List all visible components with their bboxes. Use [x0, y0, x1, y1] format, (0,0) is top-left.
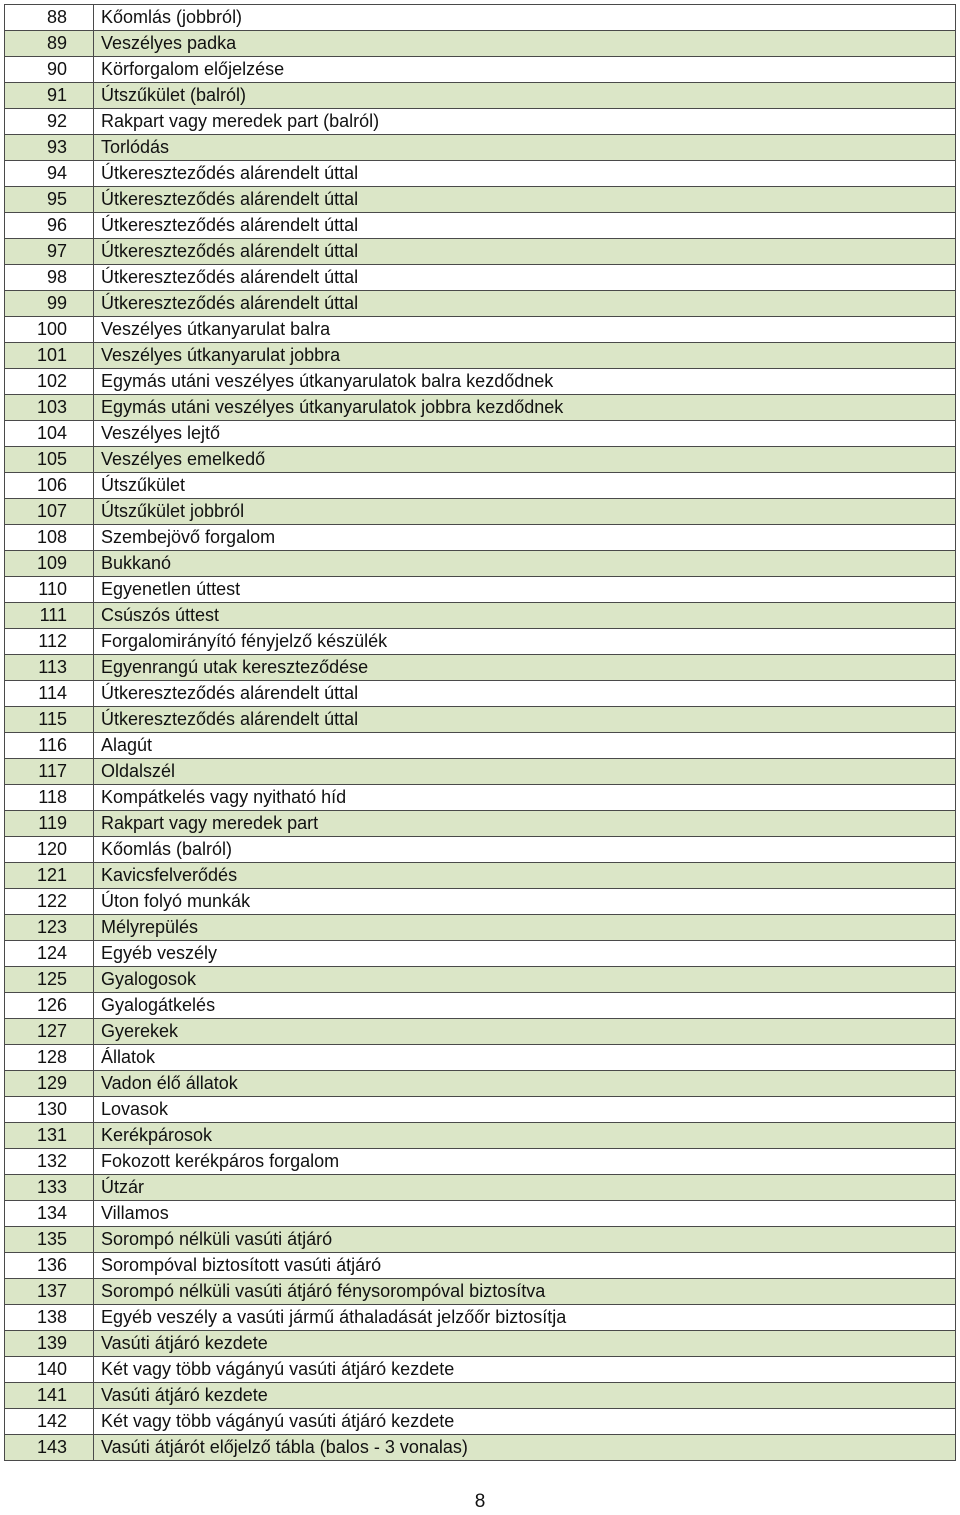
row-number-cell: 93 — [5, 135, 94, 161]
sign-name-cell: Csúszós úttest — [94, 603, 956, 629]
row-number-cell: 120 — [5, 837, 94, 863]
sign-name-cell: Bukkanó — [94, 551, 956, 577]
row-number-cell: 143 — [5, 1435, 94, 1461]
table-row — [5, 1149, 956, 1175]
row-number-cell: 114 — [5, 681, 94, 707]
sign-name-cell: Szembejövő forgalom — [94, 525, 956, 551]
row-number-cell: 113 — [5, 655, 94, 681]
row-number-cell: 139 — [5, 1331, 94, 1357]
table-row — [5, 1071, 956, 1097]
table-row — [5, 369, 956, 395]
row-number-cell: 138 — [5, 1305, 94, 1331]
sign-name-cell: Gyerekek — [94, 1019, 956, 1045]
row-number-cell: 109 — [5, 551, 94, 577]
table-row — [5, 603, 956, 629]
table-row — [5, 109, 956, 135]
row-number-cell: 89 — [5, 31, 94, 57]
row-number-cell: 118 — [5, 785, 94, 811]
row-number-cell: 130 — [5, 1097, 94, 1123]
sign-name-cell: Alagút — [94, 733, 956, 759]
sign-name-cell: Kavicsfelverődés — [94, 863, 956, 889]
sign-name-cell: Torlódás — [94, 135, 956, 161]
sign-name-cell: Vasúti átjáró kezdete — [94, 1383, 956, 1409]
row-number-cell: 111 — [5, 603, 94, 629]
row-number-cell: 116 — [5, 733, 94, 759]
sign-name-cell: Útkereszteződés alárendelt úttal — [94, 187, 956, 213]
table-row — [5, 1409, 956, 1435]
sign-name-cell: Egyenetlen úttest — [94, 577, 956, 603]
row-number-cell: 101 — [5, 343, 94, 369]
table-row — [5, 1253, 956, 1279]
table-row — [5, 161, 956, 187]
row-number-cell: 103 — [5, 395, 94, 421]
sign-name-cell: Útkereszteződés alárendelt úttal — [94, 161, 956, 187]
table-row — [5, 707, 956, 733]
table-row — [5, 681, 956, 707]
table-row — [5, 1227, 956, 1253]
sign-name-cell: Vasúti átjárót előjelző tábla (balos - 3 vonalas) — [94, 1435, 956, 1461]
table-row — [5, 1045, 956, 1071]
table-row — [5, 1279, 956, 1305]
row-number-cell: 112 — [5, 629, 94, 655]
table-row — [5, 941, 956, 967]
row-number-cell: 121 — [5, 863, 94, 889]
table-row — [5, 733, 956, 759]
table-row — [5, 1357, 956, 1383]
table-row — [5, 291, 956, 317]
row-number-cell: 131 — [5, 1123, 94, 1149]
table-row — [5, 213, 956, 239]
row-number-cell: 129 — [5, 1071, 94, 1097]
sign-name-cell: Veszélyes padka — [94, 31, 956, 57]
table-row — [5, 1123, 956, 1149]
sign-name-cell: Mélyrepülés — [94, 915, 956, 941]
table-row — [5, 785, 956, 811]
sign-name-cell: Forgalomirányító fényjelző készülék — [94, 629, 956, 655]
table-row — [5, 447, 956, 473]
row-number-cell: 107 — [5, 499, 94, 525]
table-row — [5, 1435, 956, 1461]
table-row — [5, 863, 956, 889]
row-number-cell: 92 — [5, 109, 94, 135]
table-row — [5, 1305, 956, 1331]
row-number-cell: 136 — [5, 1253, 94, 1279]
row-number-cell: 126 — [5, 993, 94, 1019]
sign-name-cell: Lovasok — [94, 1097, 956, 1123]
table-row — [5, 759, 956, 785]
row-number-cell: 108 — [5, 525, 94, 551]
table-row — [5, 395, 956, 421]
row-number-cell: 127 — [5, 1019, 94, 1045]
row-number-cell: 141 — [5, 1383, 94, 1409]
row-number-cell: 106 — [5, 473, 94, 499]
sign-name-cell: Két vagy több vágányú vasúti átjáró kezdete — [94, 1357, 956, 1383]
row-number-cell: 137 — [5, 1279, 94, 1305]
sign-name-cell: Két vagy több vágányú vasúti átjáró kezdete — [94, 1409, 956, 1435]
sign-name-cell: Veszélyes útkanyarulat balra — [94, 317, 956, 343]
row-number-cell: 110 — [5, 577, 94, 603]
row-number-cell: 102 — [5, 369, 94, 395]
row-number-cell: 128 — [5, 1045, 94, 1071]
table-row — [5, 57, 956, 83]
table-row — [5, 421, 956, 447]
sign-name-cell: Villamos — [94, 1201, 956, 1227]
table-row — [5, 343, 956, 369]
sign-name-cell: Vadon élő állatok — [94, 1071, 956, 1097]
row-number-cell: 142 — [5, 1409, 94, 1435]
row-number-cell: 104 — [5, 421, 94, 447]
table-row — [5, 473, 956, 499]
sign-name-cell: Veszélyes útkanyarulat jobbra — [94, 343, 956, 369]
table-row — [5, 317, 956, 343]
table-row — [5, 83, 956, 109]
row-number-cell: 135 — [5, 1227, 94, 1253]
sign-name-cell: Oldalszél — [94, 759, 956, 785]
sign-name-cell: Veszélyes lejtő — [94, 421, 956, 447]
row-number-cell: 94 — [5, 161, 94, 187]
table-row — [5, 1175, 956, 1201]
table-row — [5, 135, 956, 161]
sign-name-cell: Egymás utáni veszélyes útkanyarulatok balra kezdődnek — [94, 369, 956, 395]
row-number-cell: 90 — [5, 57, 94, 83]
table-row — [5, 1331, 956, 1357]
sign-name-cell: Útkereszteződés alárendelt úttal — [94, 265, 956, 291]
row-number-cell: 125 — [5, 967, 94, 993]
sign-name-cell: Gyalogátkelés — [94, 993, 956, 1019]
table-row — [5, 239, 956, 265]
sign-name-cell: Kerékpárosok — [94, 1123, 956, 1149]
row-number-cell: 88 — [5, 5, 94, 31]
sign-list-body — [5, 5, 956, 1461]
document-sheet — [4, 4, 956, 1461]
sign-name-cell: Útszűkület — [94, 473, 956, 499]
row-number-cell: 105 — [5, 447, 94, 473]
sign-name-cell: Útzár — [94, 1175, 956, 1201]
sign-name-cell: Útszűkület jobbról — [94, 499, 956, 525]
table-row — [5, 1019, 956, 1045]
row-number-cell: 140 — [5, 1357, 94, 1383]
row-number-cell: 91 — [5, 83, 94, 109]
table-row — [5, 811, 956, 837]
table-row — [5, 577, 956, 603]
sign-name-cell: Kompátkelés vagy nyitható híd — [94, 785, 956, 811]
row-number-cell: 132 — [5, 1149, 94, 1175]
table-row — [5, 5, 956, 31]
sign-name-cell: Állatok — [94, 1045, 956, 1071]
table-row — [5, 187, 956, 213]
row-number-cell: 96 — [5, 213, 94, 239]
sign-name-cell: Egymás utáni veszélyes útkanyarulatok jobbra kezdődnek — [94, 395, 956, 421]
table-row — [5, 525, 956, 551]
row-number-cell: 117 — [5, 759, 94, 785]
row-number-cell: 123 — [5, 915, 94, 941]
table-row — [5, 265, 956, 291]
row-number-cell: 95 — [5, 187, 94, 213]
sign-name-cell: Útszűkület (balról) — [94, 83, 956, 109]
row-number-cell: 99 — [5, 291, 94, 317]
sign-name-cell: Körforgalom előjelzése — [94, 57, 956, 83]
table-row — [5, 889, 956, 915]
row-number-cell: 134 — [5, 1201, 94, 1227]
sign-name-cell: Útkereszteződés alárendelt úttal — [94, 681, 956, 707]
table-row — [5, 31, 956, 57]
sign-name-cell: Sorompóval biztosított vasúti átjáró — [94, 1253, 956, 1279]
sign-name-cell: Úton folyó munkák — [94, 889, 956, 915]
table-row — [5, 499, 956, 525]
sign-name-cell: Útkereszteződés alárendelt úttal — [94, 213, 956, 239]
sign-name-cell: Fokozott kerékpáros forgalom — [94, 1149, 956, 1175]
sign-name-cell: Gyalogosok — [94, 967, 956, 993]
sign-name-cell: Kőomlás (balról) — [94, 837, 956, 863]
sign-name-cell: Útkereszteződés alárendelt úttal — [94, 291, 956, 317]
sign-name-cell: Rakpart vagy meredek part — [94, 811, 956, 837]
row-number-cell: 97 — [5, 239, 94, 265]
table-row — [5, 1383, 956, 1409]
sign-name-cell: Útkereszteződés alárendelt úttal — [94, 239, 956, 265]
row-number-cell: 115 — [5, 707, 94, 733]
sign-name-cell: Kőomlás (jobbról) — [94, 5, 956, 31]
row-number-cell: 122 — [5, 889, 94, 915]
table-row — [5, 655, 956, 681]
table-row — [5, 551, 956, 577]
table-row — [5, 967, 956, 993]
table-row — [5, 629, 956, 655]
sign-name-cell: Sorompó nélküli vasúti átjáró fénysorompóval biztosítva — [94, 1279, 956, 1305]
row-number-cell: 100 — [5, 317, 94, 343]
page-number: 8 — [474, 1491, 486, 1512]
sign-list-table — [4, 4, 956, 1461]
sign-name-cell: Veszélyes emelkedő — [94, 447, 956, 473]
sign-name-cell: Vasúti átjáró kezdete — [94, 1331, 956, 1357]
table-row — [5, 915, 956, 941]
row-number-cell: 133 — [5, 1175, 94, 1201]
table-row — [5, 1097, 956, 1123]
sign-name-cell: Egyéb veszély a vasúti jármű áthaladását jelzőőr biztosítja — [94, 1305, 956, 1331]
sign-name-cell: Egyéb veszély — [94, 941, 956, 967]
table-row — [5, 1201, 956, 1227]
sign-name-cell: Egyenrangú utak kereszteződése — [94, 655, 956, 681]
sign-name-cell: Útkereszteződés alárendelt úttal — [94, 707, 956, 733]
row-number-cell: 119 — [5, 811, 94, 837]
table-row — [5, 837, 956, 863]
table-row — [5, 993, 956, 1019]
row-number-cell: 98 — [5, 265, 94, 291]
row-number-cell: 124 — [5, 941, 94, 967]
sign-name-cell: Rakpart vagy meredek part (balról) — [94, 109, 956, 135]
sign-name-cell: Sorompó nélküli vasúti átjáró — [94, 1227, 956, 1253]
